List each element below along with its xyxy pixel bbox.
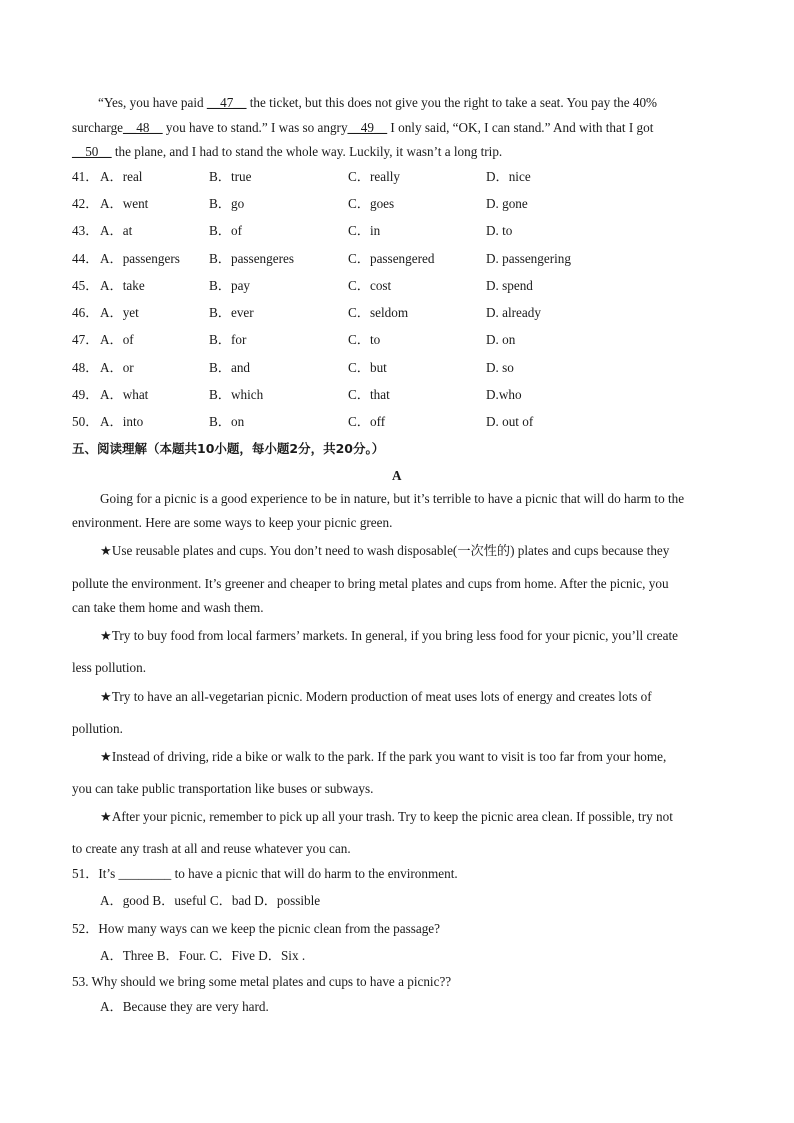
question-number: 50． [72,414,99,429]
option-b: B．go [209,196,245,211]
option-d: D. gone [486,196,528,211]
question-51-options: A．good B．useful C．bad D．possible [100,893,321,908]
passage-intro-line-2: environment. Here are some ways to keep your picnic green. [72,515,393,530]
text-span: I only said, “OK, I can stand.” And with that I got [387,120,654,135]
option-d: D. on [486,332,516,347]
question-number: 42． [72,196,99,211]
tip-1-line-2: pollute the environment. It’s greener and cheaper to bring metal plates and cups from home. After the picnic, you [72,576,669,591]
option-b: B．and [209,360,251,375]
option-b: B．ever [209,305,254,320]
option-c: C．really [348,169,401,184]
option-b: B．passengeres [209,251,294,266]
option-b: B．for [209,332,247,347]
option-a: A．went [100,196,149,211]
option-c: C．in [348,223,381,238]
question-52-options: A．Three B．Four. C．Five D．Six . [100,948,306,963]
question-number: 45． [72,278,99,293]
option-d: D．nice [486,169,531,184]
option-c: C．goes [348,196,395,211]
cloze-line-3 [72,144,502,160]
tip-1-line-1: ★Use reusable plates and cups. You don’t need to wash disposable(一次性的) plates and cups because they [100,543,670,558]
option-d: D. passengering [486,251,571,266]
text-span: surcharge [72,120,124,135]
text-span: you have to stand.” I was so angry [162,120,348,135]
question-number: 47． [72,332,99,347]
option-d: D. so [486,360,514,375]
question-number: 43． [72,223,99,238]
option-d: D. out of [486,414,534,429]
text-span: “Yes, you have paid [98,95,207,110]
cloze-line-1 [98,95,657,111]
option-c: C．off [348,414,386,429]
option-b: B．on [209,414,245,429]
option-d: D. to [486,223,513,238]
blank-49: __49__ [347,120,388,135]
option-c: C．but [348,360,387,375]
option-c: C．that [348,387,390,402]
tip-2-line-2: less pollution. [72,660,146,675]
question-52: 52．How many ways can we keep the picnic clean from the passage? [72,921,441,936]
tip-3-line-2: pollution. [72,721,123,736]
option-b: B．pay [209,278,251,293]
section-heading: 五、阅读理解（本题共10小题，每小题2分，共20分。） [72,441,385,456]
blank-48: __48__ [123,120,163,135]
option-c: C．to [348,332,381,347]
question-53: 53. Why should we bring some metal plates and cups to have a picnic?? [72,974,452,989]
option-d: D. spend [486,278,533,293]
passage-label: A [392,468,402,483]
blank-47: __47__ [206,95,247,110]
question-number: 41． [72,169,99,184]
tip-5-line-1: ★After your picnic, remember to pick up all your trash. Try to keep the picnic area clean. If possible, try not [100,809,673,824]
option-a: A．take [100,278,145,293]
option-a: A．or [100,360,134,375]
question-number: 48． [72,360,99,375]
tip-4-line-2: you can take public transportation like buses or subways. [72,781,374,796]
option-a: A．yet [100,305,139,320]
question-53-option-a: A．Because they are very hard. [100,999,269,1014]
option-c: C．passengered [348,251,435,266]
option-b: B．of [209,223,242,238]
question-number: 49． [72,387,99,402]
question-51: 51．It’s ________ to have a picnic that will do harm to the environment. [72,866,458,881]
option-a: A．at [100,223,133,238]
option-b: B．which [209,387,264,402]
option-a: A．passengers [100,251,180,266]
cloze-line-2 [72,120,653,136]
option-a: A．of [100,332,134,347]
passage-intro-line-1: Going for a picnic is a good experience to be in nature, but it’s terrible to have a picnic that will do harm to the [100,491,685,506]
question-number: 46． [72,305,99,320]
option-b: B．true [209,169,252,184]
question-number: 44． [72,251,99,266]
option-a: A．what [100,387,149,402]
blank-50: __50__ [72,144,112,159]
option-c: C．cost [348,278,392,293]
option-c: C．seldom [348,305,409,320]
tip-3-line-1: ★Try to have an all-vegetarian picnic. Modern production of meat uses lots of energy and creates lots of [100,689,652,704]
text-span: the plane, and I had to stand the whole way. Luckily, it wasn’t a long trip. [111,144,503,159]
text-span: the ticket, but this does not give you the right to take a seat. You pay the 40% [246,95,658,110]
tip-2-line-1: ★Try to buy food from local farmers’ markets. In general, if you bring less food for your picnic, you’ll create [100,628,678,643]
option-d: D.who [486,387,522,402]
option-d: D. already [486,305,541,320]
tip-1-line-3: can take them home and wash them. [72,600,264,615]
option-a: A．real [100,169,143,184]
tip-5-line-2: to create any trash at all and reuse whatever you can. [72,841,351,856]
tip-4-line-1: ★Instead of driving, ride a bike or walk to the park. If the park you want to visit is too far from your home, [100,749,667,764]
option-a: A．into [100,414,144,429]
